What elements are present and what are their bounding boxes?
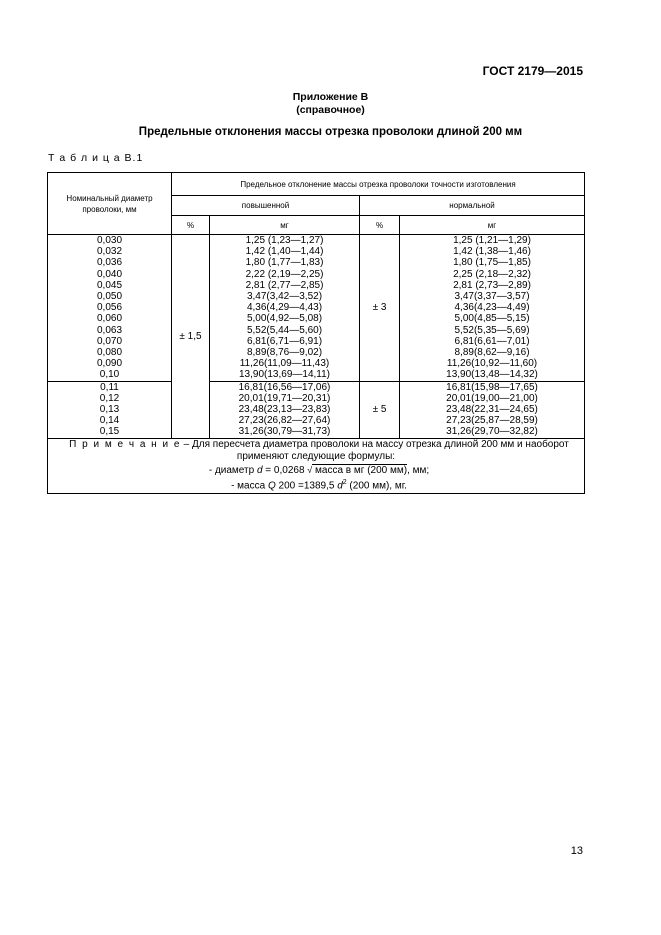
group1-normal-mg bbox=[400, 235, 585, 382]
mg-value: 1,42 (1,38—1,46) bbox=[453, 246, 531, 258]
appendix-subtitle: (справочное) bbox=[296, 104, 365, 116]
header-high-precision: повышенной bbox=[172, 196, 360, 216]
formula-coefficient: 200 =1389,5 bbox=[275, 480, 338, 492]
diameter-value: 0,13 bbox=[99, 404, 120, 416]
diameter-value: 0,15 bbox=[99, 426, 120, 438]
note-formula-mass bbox=[48, 477, 584, 493]
group1-diameters bbox=[48, 235, 172, 382]
mg-value: 8,89(8,62—9,16) bbox=[454, 347, 530, 359]
diameter-value: 0,040 bbox=[96, 268, 123, 280]
formula-variable: d bbox=[256, 464, 263, 476]
mg-value: 4,36(4,23—4,49) bbox=[454, 302, 530, 314]
mg-value: 20,01(19,00—21,00) bbox=[446, 392, 538, 404]
header-deviation: Предельное отклонение массы отрезка проволоки точности изготовления bbox=[172, 173, 585, 196]
formula-variable: d bbox=[337, 480, 343, 492]
mg-value: 1,80 (1,75—1,85) bbox=[453, 257, 531, 269]
mg-value: 23,48(23,13—23,83) bbox=[238, 404, 331, 416]
header-normal-percent: % bbox=[360, 216, 400, 235]
mg-value: 5,00(4,92—5,08) bbox=[246, 313, 323, 325]
formula-suffix: , мм; bbox=[407, 464, 430, 476]
mg-value: 27,23(25,87—28,59) bbox=[446, 415, 538, 427]
mg-value: 1,25 (1,23—1,27) bbox=[245, 235, 324, 246]
sqrt-icon: √ bbox=[307, 464, 313, 475]
mg-value: 5,52(5,44—5,60) bbox=[246, 324, 323, 336]
mg-value: 16,81(16,56—17,06) bbox=[238, 381, 331, 393]
formula-prefix: - масса bbox=[231, 480, 268, 492]
mg-value: 16,81(15,98—17,65) bbox=[446, 381, 538, 393]
header-normal-precision: нормальной bbox=[360, 196, 585, 216]
mg-value: 27,23(26,82—27,64) bbox=[238, 415, 331, 427]
note-text bbox=[48, 439, 584, 464]
diameter-value: 0,14 bbox=[99, 415, 120, 427]
mg-value: 23,48(22,31—24,65) bbox=[446, 404, 538, 416]
formula-prefix: - диаметр bbox=[208, 464, 257, 476]
header-high-percent: % bbox=[172, 216, 210, 235]
group2-diameters bbox=[48, 381, 172, 438]
diameter-value: 0,063 bbox=[96, 324, 123, 336]
diameter-value: 0,050 bbox=[96, 291, 123, 303]
diameter-value: 0,080 bbox=[96, 347, 123, 359]
diameter-value: 0,070 bbox=[96, 335, 123, 347]
mg-value: 5,00(4,85—5,15) bbox=[454, 313, 530, 325]
mg-value: 4,36(4,29—4,43) bbox=[246, 302, 323, 314]
mg-value: 5,52(5,35—5,69) bbox=[454, 324, 530, 336]
diameter-value: 0,060 bbox=[96, 313, 123, 325]
mg-value: 31,26(29,70—32,82) bbox=[446, 426, 538, 438]
table-note bbox=[48, 438, 585, 493]
group2-normal-percent: ± 5 bbox=[360, 381, 400, 438]
high-percent-value: ± 1,5 bbox=[172, 235, 210, 439]
note-formula-diameter bbox=[48, 464, 584, 478]
mg-value: 8,89(8,76—9,02) bbox=[246, 347, 323, 359]
mg-value: 3,47(3,42—3,52) bbox=[246, 291, 323, 303]
mg-value: 2,81 (2,73—2,89) bbox=[453, 279, 531, 291]
diameter-value: 0,036 bbox=[96, 257, 123, 269]
note-label: П р и м е ч а н и е bbox=[69, 438, 181, 450]
formula-radicand: масса в мг (200 мм) bbox=[312, 464, 408, 476]
mg-value: 2,22 (2,19—2,25) bbox=[245, 268, 324, 280]
formula-exponent: 2 bbox=[342, 479, 347, 487]
formula-coefficient: = 0,0268 bbox=[262, 464, 308, 476]
formula-variable: Q bbox=[267, 480, 276, 492]
diameter-value: 0,11 bbox=[100, 381, 119, 393]
diameter-value: 0,030 bbox=[96, 235, 123, 246]
group1-high-mg bbox=[210, 235, 360, 382]
mg-value: 3,47(3,37—3,57) bbox=[454, 291, 530, 303]
diameter-value: 0,090 bbox=[96, 358, 123, 370]
mg-value: 13,90(13,48—14,32) bbox=[446, 369, 538, 381]
diameter-value: 0,12 bbox=[99, 392, 120, 404]
appendix-title: Приложение В bbox=[292, 91, 369, 103]
header-normal-mg: мг bbox=[400, 216, 585, 235]
mg-value: 6,81(6,71—6,91) bbox=[246, 335, 323, 347]
group2-normal-mg bbox=[400, 381, 585, 438]
standard-number: ГОСТ 2179—2015 bbox=[482, 64, 583, 78]
diameter-value: 0,10 bbox=[99, 369, 120, 381]
document-title: Предельные отклонения массы отрезка проволоки длиной 200 мм bbox=[138, 126, 523, 138]
formula-suffix: (200 мм), мг. bbox=[346, 480, 407, 492]
page-number: 13 bbox=[570, 845, 583, 857]
deviation-table bbox=[47, 172, 585, 494]
mg-value: 2,81 (2,77—2,85) bbox=[245, 279, 324, 291]
note-body: – Для пересчета диаметра проволоки на массу отрезка длиной 200 мм и наоборот применяют следующие формулы: bbox=[180, 438, 569, 463]
mg-value: 1,25 (1,21—1,29) bbox=[453, 235, 531, 246]
mg-value: 1,42 (1,40—1,44) bbox=[245, 246, 324, 258]
mg-value: 31,26(30,79—31,73) bbox=[238, 426, 331, 438]
mg-value: 11,26(11,09—11,43) bbox=[239, 358, 330, 370]
diameter-value: 0,032 bbox=[96, 246, 123, 258]
header-diameter: Номинальный диаметр проволоки, мм bbox=[48, 173, 172, 235]
mg-value: 11,26(10,92—11,60) bbox=[446, 358, 538, 370]
mg-value: 1,80 (1,77—1,83) bbox=[245, 257, 324, 269]
mg-value: 2,25 (2,18—2,32) bbox=[453, 268, 531, 280]
mg-value: 20,01(19,71—20,31) bbox=[238, 392, 331, 404]
table-caption: Т а б л и ц а В.1 bbox=[48, 152, 144, 164]
appendix-heading bbox=[0, 91, 661, 117]
mg-value: 6,81(6,61—7,01) bbox=[454, 335, 530, 347]
header-high-mg: мг bbox=[210, 216, 360, 235]
group2-high-mg bbox=[210, 381, 360, 438]
diameter-value: 0,045 bbox=[96, 279, 123, 291]
diameter-value: 0,056 bbox=[96, 302, 123, 314]
group1-normal-percent: ± 3 bbox=[360, 235, 400, 382]
mg-value: 13,90(13,69—14,11) bbox=[239, 369, 330, 381]
